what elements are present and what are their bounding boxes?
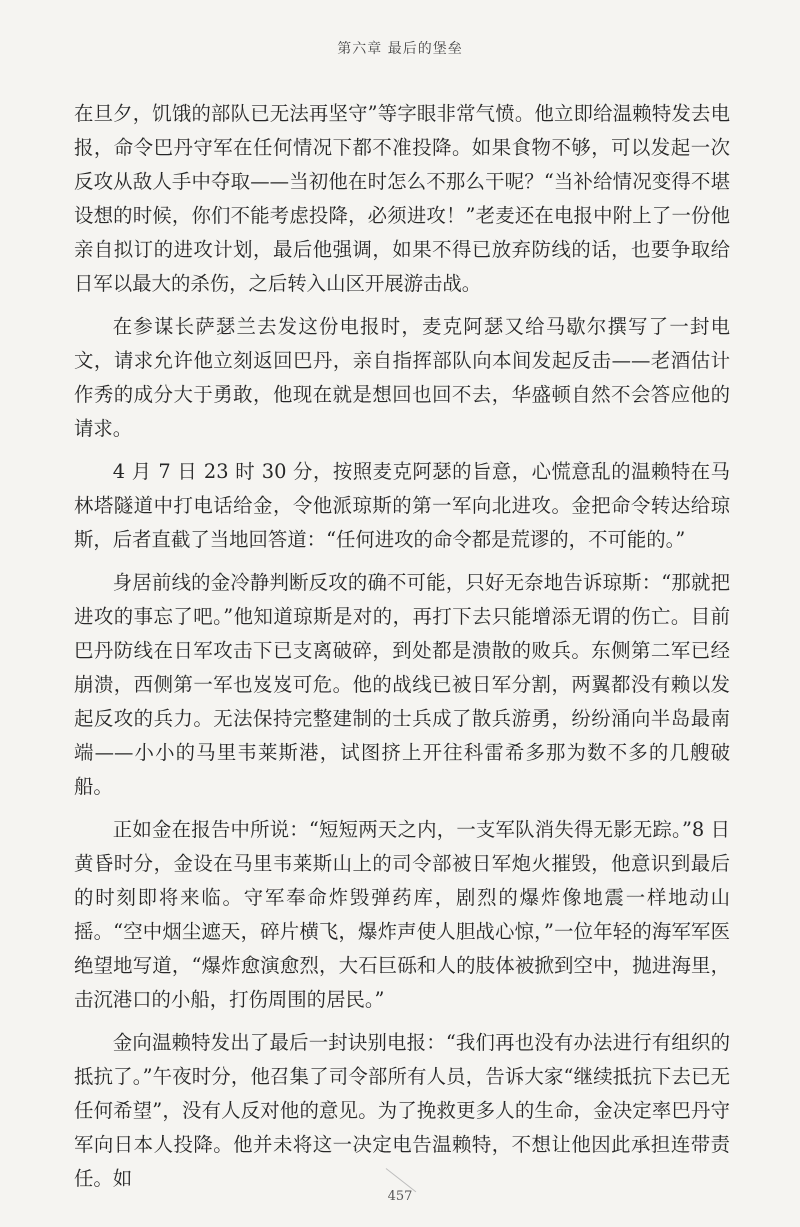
paragraph-2: 在参谋长萨瑟兰去发这份电报时，麦克阿瑟又给马歇尔撰写了一封电文，请求允许他立刻返回巴丹，亲自指挥部队向本间发起反击——老酒估计作秀的成分大于勇敢，他现在就是想回也回不去，华盛顿自然不会答应他的请求。 <box>74 315 730 440</box>
paragraph-3: 4 月 7 日 23 时 30 分，按照麦克阿瑟的旨意，心慌意乱的温赖特在马林塔隧道中打电话给金，令他派琼斯的第一军向北进攻。金把命令转达给琼斯，后者直截了当地回答道：“任何进攻的命令都是荒谬的，不可能的。” <box>74 460 730 551</box>
paragraph-5: 正如金在报告中所说：“短短两天之内，一支军队消失得无影无踪。”8 日黄昏时分，金设在马里韦莱斯山上的司令部被日军炮火摧毁，他意识到最后的时刻即将来临。守军奉命炸毁弹药库，剧烈的爆炸像地震一样地动山摇。“空中烟尘遮天，碎片横飞，爆炸声使人胆战心惊，”一位年轻的海军军医绝望地写道，“爆炸愈演愈烈，大石巨砾和人的肢体被掀到空中，抛进海里，击沉港口的小船，打伤周围的居民。” <box>74 818 730 1011</box>
paragraph-6: 金向温赖特发出了最后一封诀别电报：“我们再也没有办法进行有组织的抵抗了。”午夜时分，他召集了司令部所有人员，告诉大家“继续抵抗下去已无任何希望”，没有人反对他的意见。为了挽救更多人的生命，金决定率巴丹守军向日本人投降。他并未将这一决定电告温赖特，不想让他因此承担连带责任。如 <box>74 1031 730 1190</box>
paragraph-4: 身居前线的金冷静判断反攻的确不可能，只好无奈地告诉琼斯：“那就把进攻的事忘了吧。”他知道琼斯是对的，再打下去只能增添无谓的伤亡。目前巴丹防线在日军攻击下已支离破碎，到处都是溃散的败兵。东侧第二军已经崩溃，西侧第一军也岌岌可危。他的战线已被日军分割，两翼都没有赖以发起反攻的兵力。无法保持完整建制的士兵成了散兵游勇，纷纷涌向半岛最南端——小小的马里韦莱斯港，试图挤上开往科雷希多那为数不多的几艘破船。 <box>74 571 730 798</box>
body-text <box>74 97 730 1205</box>
paragraph-1: 在旦夕，饥饿的部队已无法再坚守”等字眼非常气愤。他立即给温赖特发去电报，命令巴丹守军在任何情况下都不准投降。如果食物不够，可以发起一次反攻从敌人手中夺取——当初他在时怎么不那么干呢？“当补给情况变得不堪设想的时候，你们不能考虑投降，必须进攻！”老麦还在电报中附上了一份他亲自拟订的进攻计划，最后他强调，如果不得已放弃防线的话，也要争取给日军以最大的杀伤，之后转入山区开展游击战。 <box>74 102 730 295</box>
page-number: 457 <box>387 1189 413 1204</box>
running-head: 第六章 最后的堡垒 <box>337 41 463 57</box>
